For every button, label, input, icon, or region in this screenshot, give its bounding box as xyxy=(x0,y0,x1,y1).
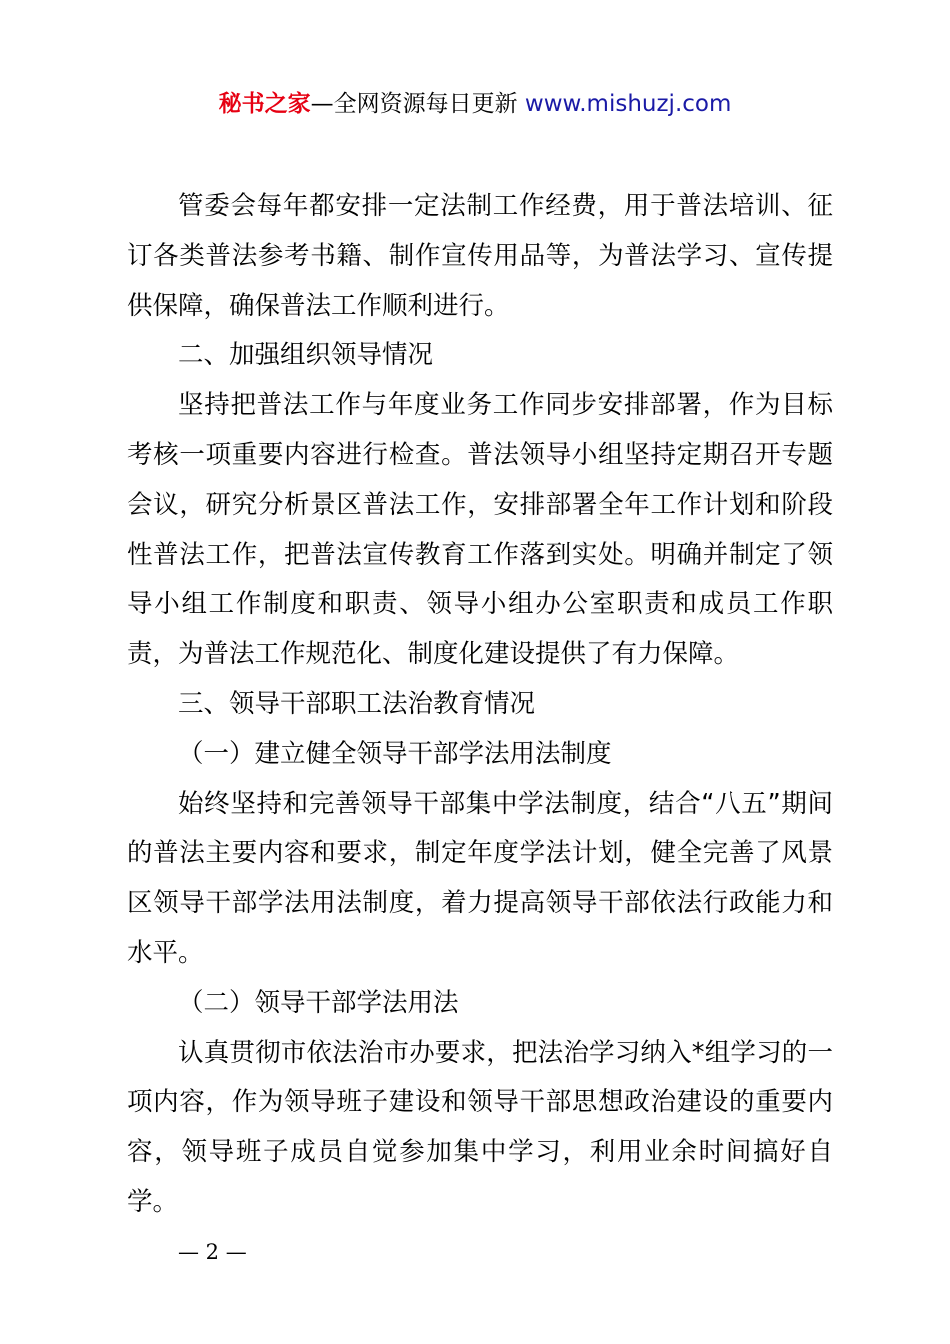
subsection-heading-system: （一）建立健全领导干部学法用法制度 xyxy=(178,738,612,769)
website-link[interactable]: www.mishuzj.com xyxy=(524,91,732,117)
section-heading-education: 三、领导干部职工法治教育情况 xyxy=(178,688,536,719)
document-body xyxy=(127,182,833,1228)
paragraph-study: 认真贯彻市依法治市办要求，把法治学习纳入*组学习的一项内容，作为领导班子建设和领导干部思想政治建设的重要内容，领导班子成员自觉参加集中学习，利用业余时间搞好自学。 xyxy=(127,1037,833,1217)
paragraph-funding: 管委会每年都安排一定法制工作经费，用于普法培训、征订各类普法参考书籍、制作宣传用品等，为普法学习、宣传提供保障，确保普法工作顺利进行。 xyxy=(127,191,833,321)
paragraph-system: 始终坚持和完善领导干部集中学法制度，结合“八五”期间的普法主要内容和要求，制定年度学法计划，健全完善了风景区领导干部学法用法制度，着力提高领导干部依法行政能力和水平。 xyxy=(127,788,833,968)
page-header xyxy=(0,86,950,122)
paragraph-organization: 坚持把普法工作与年度业务工作同步安排部署，作为目标考核一项重要内容进行检查。普法领导小组坚持定期召开专题会议，研究分析景区普法工作，安排部署全年工作计划和阶段性普法工作，把普法宣传教育工作落到实处。明确并制定了领导小组工作制度和职责、领导小组办公室职责和成员工作职责，为普法工作规范化、制度化建设提供了有力保障。 xyxy=(127,390,833,670)
page-number: — 2 — xyxy=(178,1240,247,1264)
subsection-heading-study: （二）领导干部学法用法 xyxy=(178,987,459,1018)
brand-name: 秘书之家 xyxy=(218,91,311,117)
header-slogan: —全网资源每日更新 xyxy=(310,91,518,117)
section-heading-organization: 二、加强组织领导情况 xyxy=(178,340,434,371)
